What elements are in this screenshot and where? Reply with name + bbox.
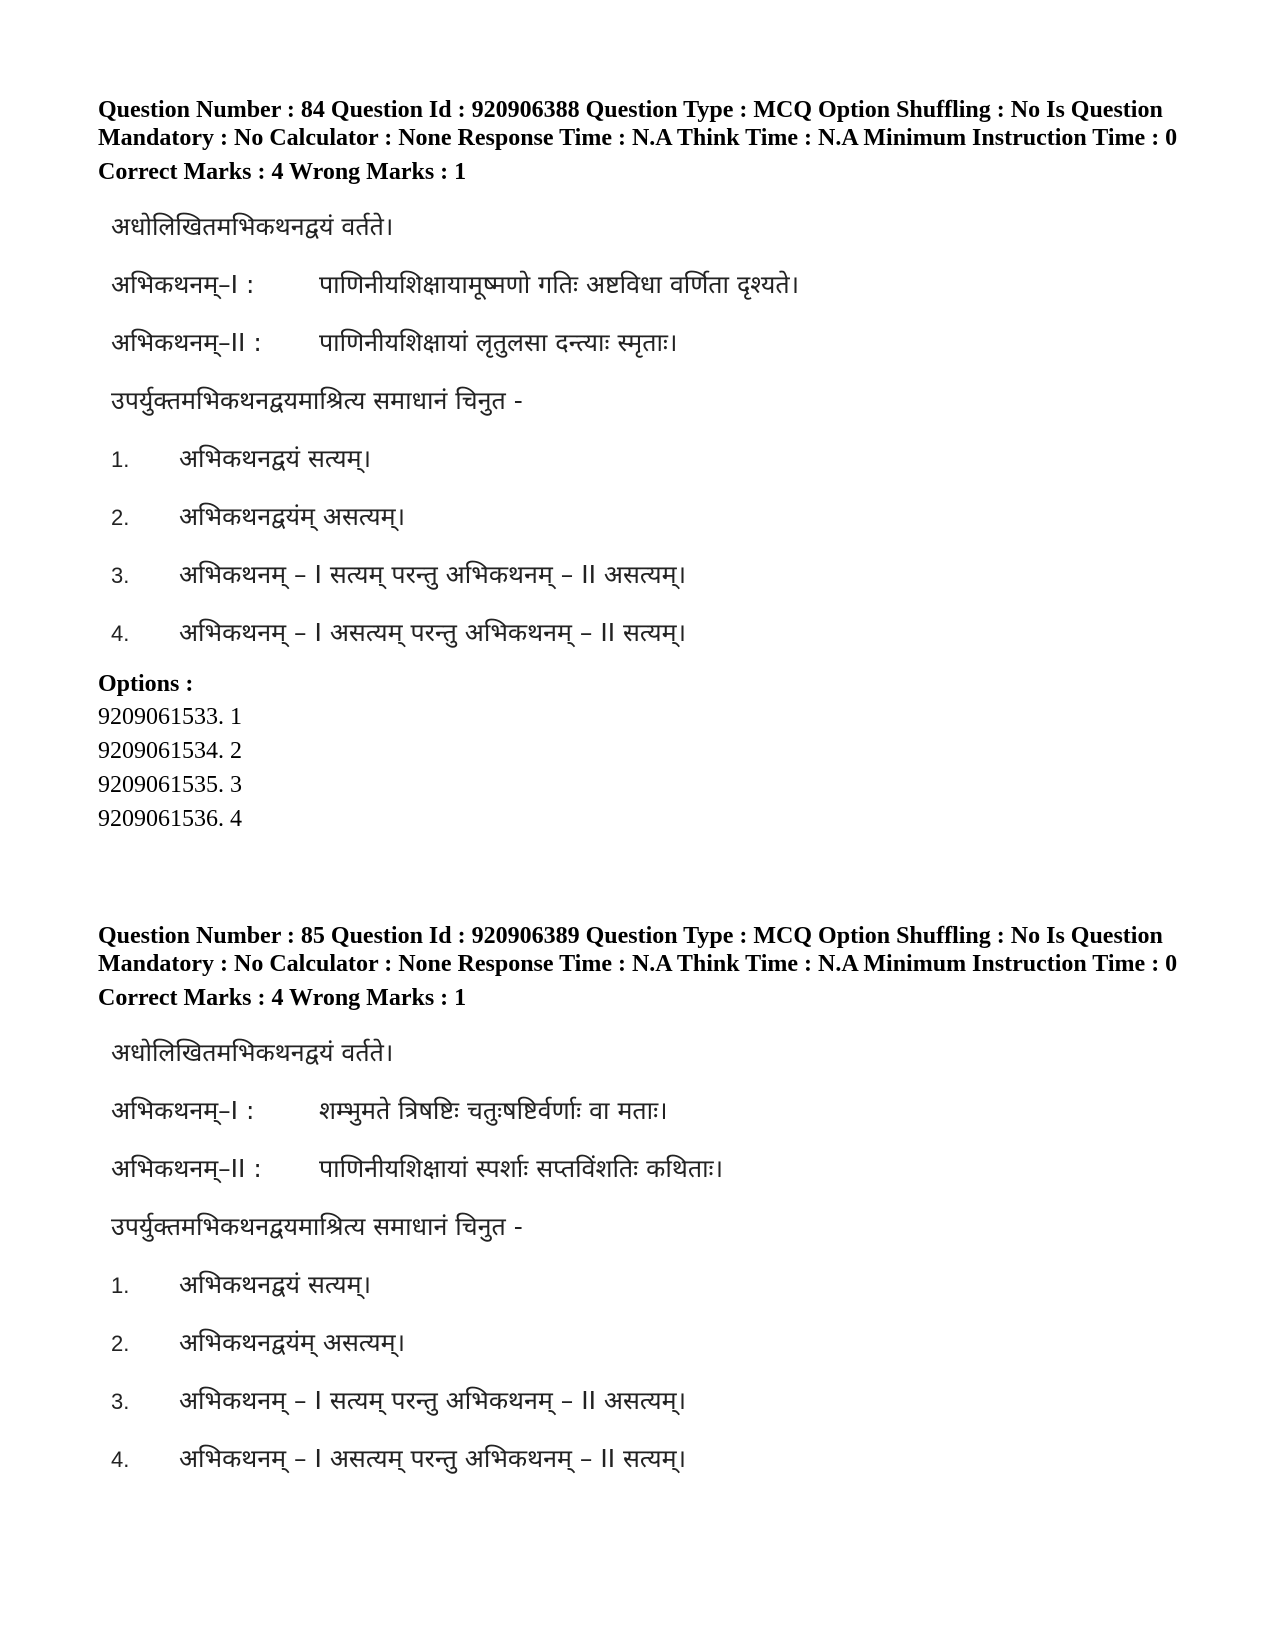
choice-2 bbox=[111, 488, 1218, 546]
question-intro: अधोलिखितमभिकथनद्वयं वर्तते। bbox=[111, 212, 394, 241]
option-2: 9209061534. 2 bbox=[98, 738, 242, 764]
choice-4 bbox=[111, 1430, 1218, 1488]
choice-number: 4. bbox=[111, 621, 130, 646]
choice-text: अभिकथनद्वयंम् असत्यम्। bbox=[178, 502, 406, 531]
choice-number: 1. bbox=[111, 447, 130, 472]
statement-1 bbox=[111, 256, 1218, 314]
choice-text: अभिकथनम् – I सत्यम् परन्तु अभिकथनम् – II असत्यम्। bbox=[178, 560, 687, 589]
question-meta: Question Number : 85 Question Id : 920906389 Question Type : MCQ Option Shuffling : No Is Question Mandatory : No Calculator : None Response Time : N.A Think Time : N.A Minimum Instruction Time : 0 bbox=[98, 923, 1178, 977]
option-4: 9209061536. 4 bbox=[98, 806, 242, 832]
question-intro: अधोलिखितमभिकथनद्वयं वर्तते। bbox=[111, 1038, 394, 1067]
choice-1 bbox=[111, 430, 1218, 488]
choice-text: अभिकथनद्वयं सत्यम्। bbox=[178, 444, 372, 473]
statement-text: पाणिनीयशिक्षायामूष्मणो गतिः अष्टविधा वर्णिता दृश्यते। bbox=[318, 270, 800, 299]
question-block-85 bbox=[98, 922, 1218, 1488]
statement-label: अभिकथनम्–II : bbox=[111, 1154, 262, 1183]
statement-text: पाणिनीयशिक्षायां लृतुलसा दन्त्याः स्मृताः। bbox=[318, 328, 678, 357]
choice-number: 2. bbox=[111, 1331, 130, 1356]
question-marks: Correct Marks : 4 Wrong Marks : 1 bbox=[98, 159, 467, 185]
choice-3 bbox=[111, 546, 1218, 604]
choice-4 bbox=[111, 604, 1218, 662]
choice-2 bbox=[111, 1314, 1218, 1372]
question-meta: Question Number : 84 Question Id : 920906388 Question Type : MCQ Option Shuffling : No Is Question Mandatory : No Calculator : None Response Time : N.A Think Time : N.A Minimum Instruction Time : 0 bbox=[98, 97, 1178, 151]
choice-text: अभिकथनम् – I असत्यम् परन्तु अभिकथनम् – II सत्यम्। bbox=[178, 1444, 687, 1473]
question-body bbox=[111, 198, 1218, 662]
statement-text: पाणिनीयशिक्षायां स्पर्शाः सप्तविंशतिः कथिताः। bbox=[318, 1154, 724, 1183]
statement-label: अभिकथनम्–II : bbox=[111, 328, 262, 357]
choice-text: अभिकथनद्वयंम् असत्यम्। bbox=[178, 1328, 406, 1357]
statement-1 bbox=[111, 1082, 1218, 1140]
statement-text: शम्भुमते त्रिषष्टिः चतुःषष्टिर्वर्णाः वा मताः। bbox=[318, 1096, 668, 1125]
choice-text: अभिकथनद्वयं सत्यम्। bbox=[178, 1270, 372, 1299]
statement-label: अभिकथनम्–I : bbox=[111, 270, 255, 299]
choice-number: 3. bbox=[111, 1389, 130, 1414]
choice-3 bbox=[111, 1372, 1218, 1430]
statement-2 bbox=[111, 314, 1218, 372]
choice-number: 2. bbox=[111, 505, 130, 530]
question-prompt: उपर्युक्तमभिकथनद्वयमाश्रित्य समाधानं चिनुत - bbox=[111, 1212, 523, 1241]
choice-1 bbox=[111, 1256, 1218, 1314]
choice-text: अभिकथनम् – I सत्यम् परन्तु अभिकथनम् – II असत्यम्। bbox=[178, 1386, 687, 1415]
statement-2 bbox=[111, 1140, 1218, 1198]
choice-number: 4. bbox=[111, 1447, 130, 1472]
statement-label: अभिकथनम्–I : bbox=[111, 1096, 255, 1125]
question-marks: Correct Marks : 4 Wrong Marks : 1 bbox=[98, 985, 467, 1011]
choice-text: अभिकथनम् – I असत्यम् परन्तु अभिकथनम् – II सत्यम्। bbox=[178, 618, 687, 647]
question-block-84 bbox=[98, 96, 1218, 836]
option-1: 9209061533. 1 bbox=[98, 704, 242, 730]
option-3: 9209061535. 3 bbox=[98, 772, 242, 798]
question-prompt: उपर्युक्तमभिकथनद्वयमाश्रित्य समाधानं चिनुत - bbox=[111, 386, 523, 415]
choice-number: 3. bbox=[111, 563, 130, 588]
question-body bbox=[111, 1024, 1218, 1488]
options-title: Options : bbox=[98, 671, 194, 697]
choice-number: 1. bbox=[111, 1273, 130, 1298]
